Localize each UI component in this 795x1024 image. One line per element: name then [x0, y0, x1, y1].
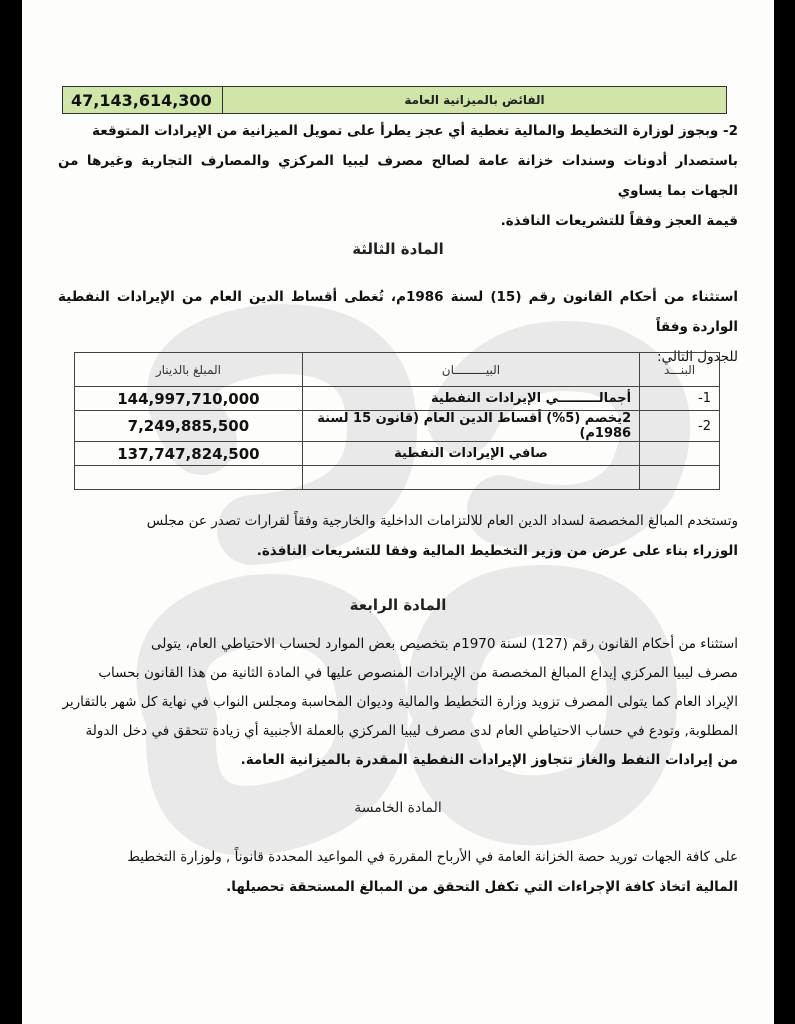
- total-amount: 137,747,824,500: [75, 442, 303, 466]
- document-page: [22, 0, 774, 1024]
- clause-2-line: باستصدار أدونات وسندات خزانة عامة لصالح مصرف ليبيا المركزي والمصارف التجارية وغيرها من الجهات بما يساوي: [58, 153, 738, 199]
- table-row: [75, 387, 720, 411]
- table-header-row: [75, 353, 720, 387]
- article-5-line: المالية اتخاذ كافة الإجراءات التي تكفل التحقق من المبالغ المستحقة تحصيلها.: [226, 879, 738, 895]
- article-3-usage-line: الوزراء بناء على عرض من وزير التخطيط المالية وفقا للتشريعات النافذة.: [256, 543, 738, 559]
- clause-2: [58, 116, 738, 236]
- table-total-row: [75, 442, 720, 466]
- article-3-title: المادة الثالثة: [352, 240, 444, 258]
- article-5-title: المادة الخامسة: [354, 800, 442, 816]
- article-3-intro-line: استثناء من أحكام القانون رقم (15) لسنة 1986م، تُغطى أقساط الدين العام من الإيرادات النفطية الواردة وفقاً: [58, 289, 739, 335]
- header-amount: المبلغ بالدينار: [75, 353, 303, 387]
- article-4-line: من إيرادات النفط والغاز تتجاوز الإيرادات النفطية المقدرة بالميزانية العامة.: [240, 752, 738, 768]
- total-item-cell: [640, 442, 720, 466]
- article-3-intro-line: للجدول التالي:: [657, 349, 738, 365]
- oil-revenue-table: [74, 352, 720, 490]
- header-description: البيـــــــــان: [302, 353, 639, 387]
- clause-2-line: 2- وبجوز لوزارة التخطيط والمالية تغطية أي عجز يطرأ على تمويل الميزانية من الإيرادات المتوقعة: [92, 123, 738, 139]
- row-amount: 7,249,885,500: [75, 411, 303, 442]
- total-description: صافي الإيرادات النفطية: [302, 442, 639, 466]
- surplus-label: الفائض بالميزانية العامة: [223, 87, 726, 113]
- article-5-body: [58, 842, 738, 902]
- row-amount: 144,997,710,000: [75, 387, 303, 411]
- clause-2-line: قيمة العجز وفقاً للتشريعات النافذة.: [500, 213, 738, 229]
- surplus-amount: 47,143,614,300: [63, 87, 223, 113]
- article-4-line: مصرف ليبيا المركزي إيداع المبالغ المخصصة من الإيرادات المنصوص عليها في المادة الثانية من هذا القانون بحساب: [98, 665, 738, 681]
- article-4-line: استثناء من أحكام القانون رقم (127) لسنة 1970م بتخصيص بعض الموارد لحساب الاحتياطي العام، يتولى: [150, 636, 738, 652]
- article-3-usage-line: وتستخدم المبالغ المخصصة لسداد الدين العام للالتزامات الداخلية والخارجية وفقاً لقرارات تصدر عن مجلس: [146, 513, 738, 529]
- article-4-line: الإيراد العام كما يتولى المصرف تزويد وزارة التخطيط والمالية وديوان المحاسبة ومجلس النواب في نهاية كل شهر بالتقارير: [62, 694, 738, 710]
- row-item: 1-: [640, 387, 720, 411]
- article-3-usage: [58, 506, 738, 566]
- row-description: أجمالـــــــــي الإيرادات النفطية: [302, 387, 639, 411]
- row-description: 2يخصم (5%) أقساط الدين العام (قانون 15 لسنة 1986م): [302, 411, 639, 442]
- article-5-line: على كافة الجهات توريد حصة الخزانة العامة في الأرباح المقررة في المواعيد المحددة قانوناً , ولوزارة التخطيط: [127, 849, 738, 865]
- table-empty-row: [75, 466, 720, 490]
- header-item: البنـــد: [640, 353, 720, 387]
- article-4-line: المطلوبة, وتودع في حساب الاحتياطي العام لدى مصرف ليبيا المركزي بالعملة الأجنبية أي زيادة تتحقق في دخل الدولة: [85, 723, 738, 739]
- table-row: [75, 411, 720, 442]
- row-item: 2-: [640, 411, 720, 442]
- article-4-title: المادة الرابعة: [349, 596, 447, 614]
- article-4-body: [58, 630, 738, 775]
- surplus-table: [62, 86, 727, 114]
